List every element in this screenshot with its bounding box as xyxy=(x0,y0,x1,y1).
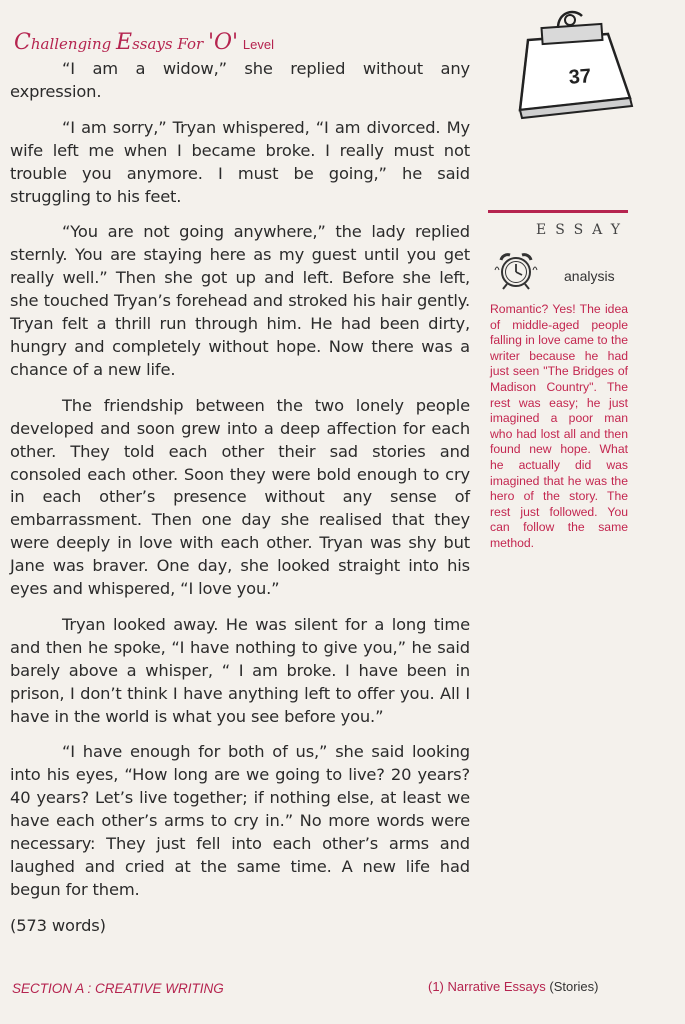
page-number: 37 xyxy=(568,65,592,89)
essay-analysis-sidebar xyxy=(488,210,629,550)
paragraph-4: The friendship between the two lonely people developed and soon grew into a deep affection for each other. They told each other their sad stories and consoled each other. Soon they were bold enough to cry in each other’s presence without any sense of embarrassment. Then one day she realised that they were deeply in love with each other. Tryan was shy but Jane was braver. One day, she looked straight into his eyes and whispered, “I love you.” xyxy=(10,395,470,599)
header-essays-for: ssays For xyxy=(132,35,204,53)
paragraph-5: Tryan looked away. He was silent for a long time and then he spoke, “I have nothing to give you,” he said barely above a whisper, “ I am broke. I have been in prison, I don’t think I have anything left to offer you. All I have in the world is what you see before you.” xyxy=(10,614,470,726)
sidebar-subtitle: analysis xyxy=(564,268,615,284)
running-header xyxy=(14,30,274,55)
sidebar-title: ESSAY xyxy=(536,222,629,238)
alarm-clock-icon xyxy=(493,250,539,290)
paragraph-1: “I am a widow,” she replied without any expression. xyxy=(10,59,470,101)
word-count: (573 words) xyxy=(10,915,106,935)
header-challenging: hallenging xyxy=(30,35,112,53)
header-level: Level xyxy=(242,37,274,52)
page-number-calendar xyxy=(512,6,638,124)
footer-section: SECTION A : CREATIVE WRITING xyxy=(12,981,224,996)
paragraph-2: “I am sorry,” Tryan whispered, “I am divorced. My wife left me when I became broke. I really must not trouble you anymore. I must be going,” he said struggling to his feet. xyxy=(10,117,470,206)
sidebar-analysis-text: Romantic? Yes! The idea of middle-aged people falling in love came to the writer because he had just seen "The Bridges of Madison Country". The rest was easy; he just imagined a poor man who had lost all and then found new hope. What he actually did was imagined that he was the hero of the story. The rest just followed. You can follow the same method. xyxy=(490,302,628,550)
header-e-letter: E xyxy=(116,30,133,55)
sidebar-rule xyxy=(488,210,628,213)
footer-chapter xyxy=(428,979,599,994)
calendar-icon xyxy=(512,6,638,124)
footer-stories: (Stories) xyxy=(549,979,599,994)
footer-chapter-label: (1) Narrative Essays xyxy=(428,979,546,994)
header-o-letter: 'O' xyxy=(207,30,239,55)
essay-body xyxy=(10,58,470,951)
header-c-letter: C xyxy=(14,30,31,55)
paragraph-3: “You are not going anywhere,” the lady replied sternly. You are staying here as my guest until you get really well.” Then she got up and left. Before she left, she touched Tryan’s forehead and stroked his hair gently. Tryan felt a thrill run through him. He had been dirty, hungry and completely without hope. Now there was a chance of a new life. xyxy=(10,222,470,379)
paragraph-6: “I have enough for both of us,” she said looking into his eyes, “How long are we going to live? 20 years? 40 years? Let’s live together; if nothing else, at least we have each other’s arms to cry in.” No more words were necessary: They just fell into each other’s arms and laughed and cried at the same time. A new life had begun for them. xyxy=(10,742,470,899)
